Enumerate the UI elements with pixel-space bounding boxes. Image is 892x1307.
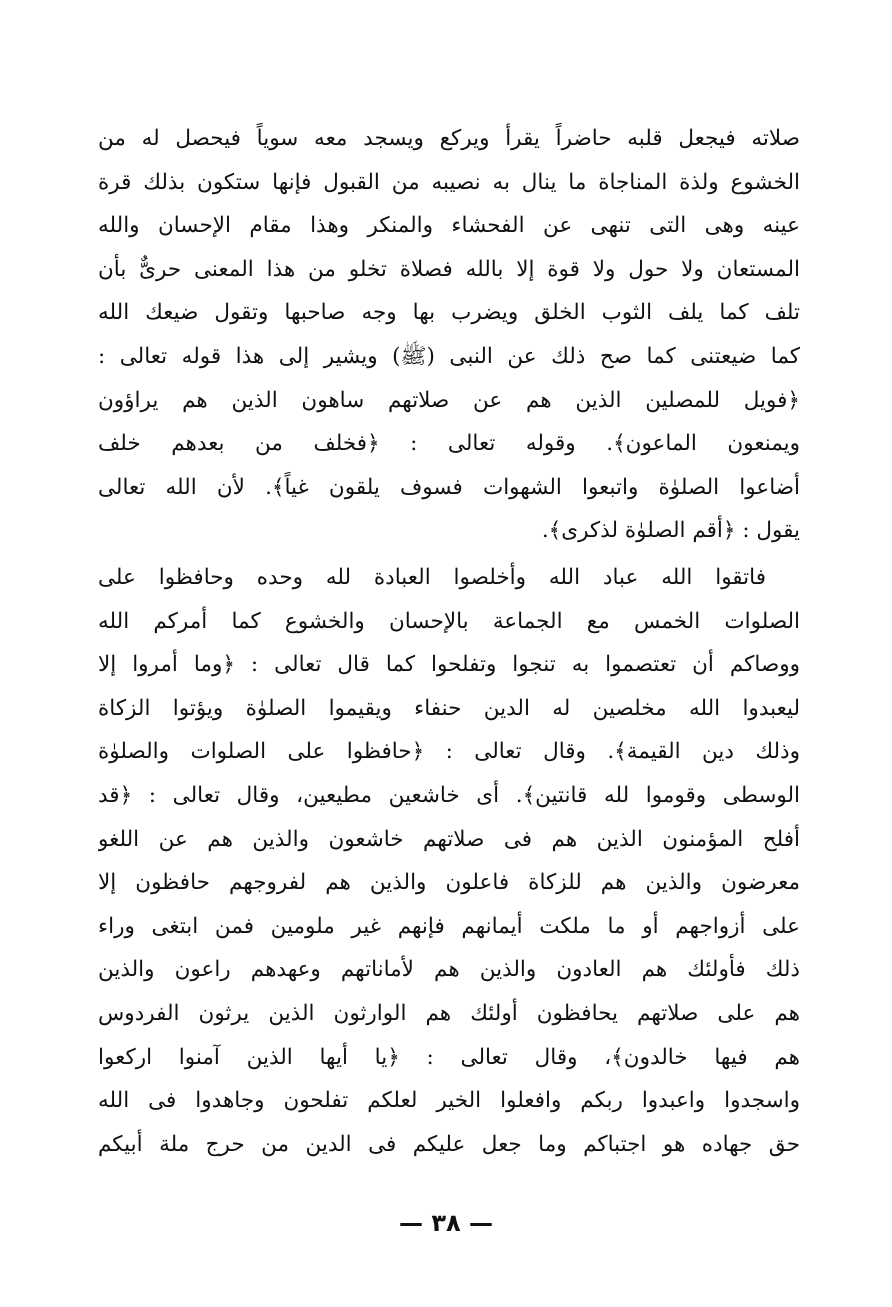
text-line: المستعان ولا حول ولا قوة إلا بالله فصلاة تخلو من هذا المعنى حرىٌّ بأن	[98, 256, 800, 282]
text-line: ﴿فويل للمصلين الذين هم عن صلاتهم ساهون الذين هم يراؤون	[98, 387, 800, 413]
text-line: تلف كما يلف الثوب الخلق ويضرب بها وجه صاحبها وتقول ضيعك الله	[98, 300, 800, 326]
text-line: أضاعوا الصلوٰة واتبعوا الشهوات فسوف يلقون غياً﴾. لأن الله تعالى	[98, 474, 800, 500]
text-line: حق جهاده هو اجتباكم وما جعل عليكم فى الدين من حرج ملة أبيكم	[98, 1131, 800, 1157]
text-line: ووصاكم أن تعتصموا به تنجوا وتفلحوا كما قال تعالى : ﴿وما أمروا إلا	[98, 652, 800, 678]
text-line: صلاته فيجعل قلبه حاضراً يقرأ ويركع ويسجد معه سوياً فيحصل له من	[98, 126, 800, 151]
text-line: عينه وهى التى تنهى عن الفحشاء والمنكر وهذا مقام الإحسان والله	[98, 213, 800, 239]
text-line: معرضون والذين هم للزكاة فاعلون والذين هم لفروجهم حافظون إلا	[98, 870, 800, 896]
text-line: وذلك دين القيمة﴾. وقال تعالى : ﴿حافظوا على الصلوات والصلوٰة	[98, 739, 800, 765]
text-line: واسجدوا واعبدوا ربكم وافعلوا الخير لعلكم تفلحون وجاهدوا فى الله	[98, 1088, 800, 1114]
text-line: الصلوات الخمس مع الجماعة بالإحسان والخشوع كما أمركم الله	[98, 608, 800, 634]
text-line: هم على صلاتهم يحافظون أولئك هم الوارثون الذين يرثون الفردوس	[98, 1000, 800, 1026]
paragraph-2	[98, 556, 800, 1166]
text-line: الوسطى وقوموا لله قانتين﴾. أى خاشعين مطيعين، وقال تعالى : ﴿قد	[98, 782, 800, 808]
text-line: هم فيها خالدون﴾، وقال تعالى : ﴿يا أيها الذين آمنوا اركعوا	[98, 1044, 800, 1070]
text-line: كما ضيعتنى كما صح ذلك عن النبى (ﷺ) ويشير إلى هذا قوله تعالى :	[98, 343, 800, 369]
text-line: على أزواجهم أو ما ملكت أيمانهم فإنهم غير ملومين فمن ابتغى وراء	[98, 913, 800, 939]
text-line: أفلح المؤمنون الذين هم فى صلاتهم خاشعون والذين هم عن اللغو	[98, 826, 800, 852]
text-line: الخشوع ولذة المناجاة ما ينال به نصيبه من القبول فإنها ستكون بذلك قرة	[98, 169, 800, 195]
text-line: يقول : ﴿أقم الصلوٰة لذكرى﴾.	[541, 518, 800, 544]
text-line: ليعبدوا الله مخلصين له الدين حنفاء ويقيموا الصلوٰة ويؤتوا الزكاة	[98, 695, 800, 721]
text-line: ويمنعون الماعون﴾. وقوله تعالى : ﴿فخلف من بعدهم خلف	[98, 431, 800, 457]
text-line: ذلك فأولئك هم العادون والذين هم لأماناتهم وعهدهم راعون والذين	[98, 957, 800, 983]
paragraph-1	[98, 117, 800, 553]
page-number: — ٣٨ —	[398, 1209, 493, 1237]
text-line: فاتقوا الله عباد الله وأخلصوا العبادة لله وحده وحافظوا على	[98, 565, 766, 590]
